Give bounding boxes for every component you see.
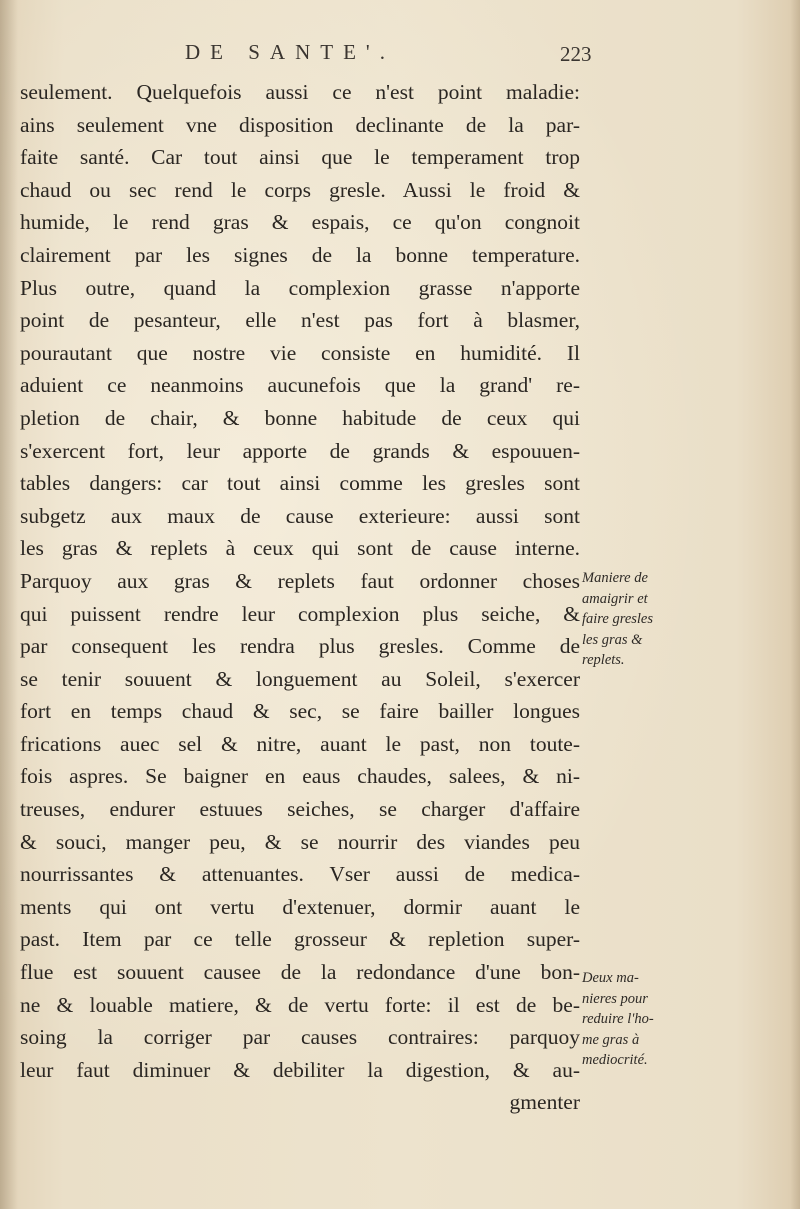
margin-note-amaigrir <box>582 568 692 671</box>
text-line: soing la corriger par causes contraires: parquoy <box>20 1025 580 1050</box>
text-line: ains seulement vne disposition declinante de la par- <box>20 112 580 137</box>
catchword: gmenter <box>509 1090 580 1115</box>
page-number: 223 <box>560 42 592 66</box>
margin-note-line: Maniere de <box>582 570 648 586</box>
text-line: ne & louable matiere, & de vertu forte: il est de be- <box>20 992 580 1017</box>
running-head: DE SANTE'. <box>185 40 395 64</box>
margin-note-line: replets. <box>582 652 625 668</box>
margin-note-line: nieres pour <box>582 990 648 1007</box>
margin-note-line: Deux ma- <box>582 970 639 986</box>
gutter-shadow <box>0 0 18 1209</box>
text-line: past. Item par ce telle grosseur & repletion super- <box>20 927 580 952</box>
text-line: s'exercent fort, leur apporte de grands & espouuen- <box>20 438 580 463</box>
text-line: chaud ou sec rend le corps gresle. Aussi le froid & <box>20 177 580 202</box>
text-line: ments qui ont vertu d'extenuer, dormir auant le <box>20 894 580 919</box>
text-line: fois aspres. Se baigner en eaus chaudes, salees, & ni- <box>20 764 580 789</box>
margin-note-deux-manieres <box>582 968 692 1071</box>
text-line: par consequent les rendra plus gresles. Comme de <box>20 634 580 659</box>
text-line: tables dangers: car tout ainsi comme les gresles sont <box>20 471 580 496</box>
text-line: treuses, endurer estuues seiches, se charger d'affaire <box>20 797 580 822</box>
text-line: point de pesanteur, elle n'est pas fort à blasmer, <box>20 308 580 333</box>
margin-note-line: amaigrir et <box>582 590 648 607</box>
text-line: Plus outre, quand la complexion grasse n'apporte <box>20 275 580 300</box>
text-line: nourrissantes & attenuantes. Vser aussi de medica- <box>20 862 580 887</box>
margin-note-line: les gras & <box>582 631 643 648</box>
text-line: clairement par les signes de la bonne temperature. <box>20 242 580 267</box>
text-line: flue est souuent causee de la redondance d'une bon- <box>20 960 580 985</box>
text-line: fort en temps chaud & sec, se faire bailler longues <box>20 699 580 724</box>
text-line: qui puissent rendre leur complexion plus seiche, & <box>20 601 580 626</box>
text-line: aduient ce neanmoins aucunefois que la grand' re- <box>20 373 580 398</box>
text-line: humide, le rend gras & espais, ce qu'on congnoit <box>20 210 580 235</box>
text-line: frications auec sel & nitre, auant le past, non toute- <box>20 731 580 756</box>
text-line: seulement. Quelquefois aussi ce n'est point maladie: <box>20 80 580 104</box>
text-line: pletion de chair, & bonne habitude de ceux qui <box>20 405 580 430</box>
margin-note-line: mediocrité. <box>582 1052 648 1068</box>
margin-note-line: reduire l'ho- <box>582 1011 654 1027</box>
text-line: se tenir souuent & longuement au Soleil, s'exercer <box>20 666 580 691</box>
margin-note-line: me gras à <box>582 1031 640 1048</box>
text-line: faite santé. Car tout ainsi que le temperament trop <box>20 145 580 170</box>
text-line: pourautant que nostre vie consiste en humidité. Il <box>20 340 580 365</box>
body-text <box>20 76 580 1119</box>
text-line: subgetz aux maux de cause exterieure: aussi sont <box>20 503 580 528</box>
text-line: les gras & replets à ceux qui sont de cause interne. <box>20 536 580 561</box>
text-line: leur faut diminuer & debiliter la digestion, & au- <box>20 1057 580 1082</box>
text-line: & souci, manger peu, & se nourrir des viandes peu <box>20 829 580 854</box>
text-line: Parquoy aux gras & replets faut ordonner choses <box>20 568 580 593</box>
page-edge <box>790 0 800 1209</box>
margin-note-line: faire gresles <box>582 611 654 627</box>
